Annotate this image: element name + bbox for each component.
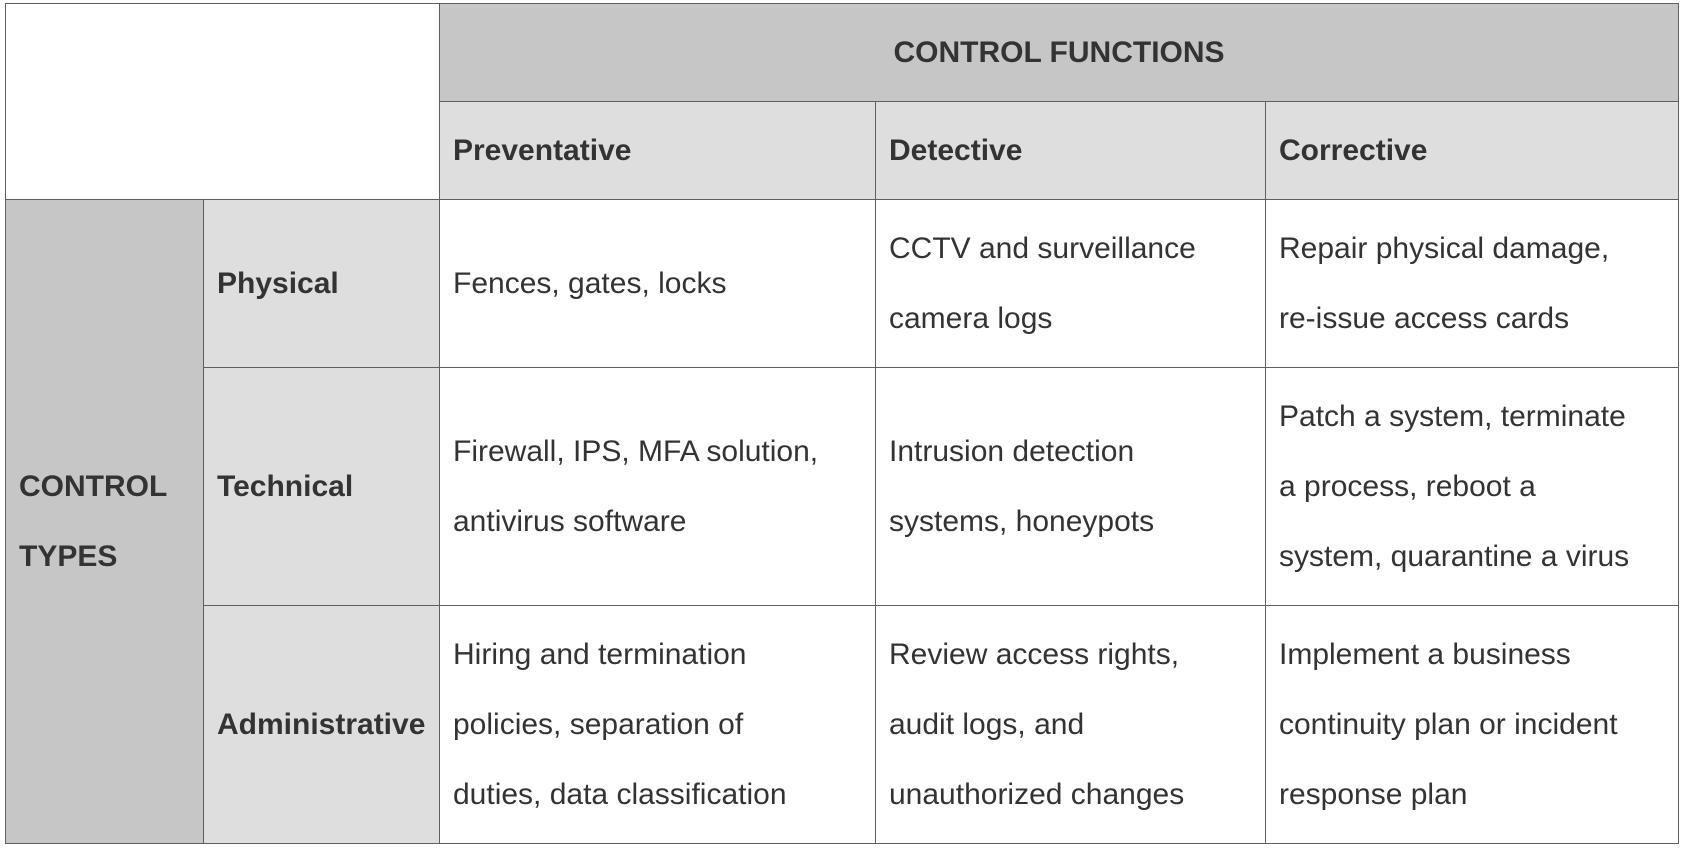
cell-technical-detective	[876, 368, 1266, 606]
control-types-header	[6, 200, 204, 844]
cell-administrative-preventative	[440, 606, 876, 844]
cell-physical-preventative	[440, 200, 876, 368]
table-row-physical	[6, 200, 1679, 368]
cell-text-line: Intrusion detection	[889, 434, 1135, 468]
cell-text-line: camera logs	[889, 301, 1053, 335]
cell-text-line: a process, reboot a	[1279, 469, 1536, 503]
cell-text-line: audit logs, and	[889, 707, 1085, 741]
column-header-corrective: Corrective	[1266, 102, 1679, 200]
cell-text-line: duties, data classification	[453, 777, 787, 811]
cell-administrative-detective	[876, 606, 1266, 844]
cell-text-line: policies, separation of	[453, 707, 744, 741]
cell-text-line: Repair physical damage,	[1279, 231, 1610, 265]
control-functions-header: CONTROL FUNCTIONS	[440, 4, 1679, 102]
cell-text-line: systems, honeypots	[889, 504, 1155, 538]
cell-text-line: continuity plan or incident	[1279, 707, 1618, 741]
cell-technical-corrective	[1266, 368, 1679, 606]
cell-text-line: CCTV and surveillance	[889, 231, 1196, 265]
cell-text-line: response plan	[1279, 777, 1468, 811]
row-header-administrative: Administrative	[204, 606, 440, 844]
cell-text-line: unauthorized changes	[889, 777, 1185, 811]
cell-text-line: Review access rights,	[889, 637, 1180, 671]
blank-corner-cell	[6, 4, 440, 200]
row-header-technical: Technical	[204, 368, 440, 606]
control-types-label-line1: CONTROL	[19, 469, 168, 503]
cell-text-line: Fences, gates, locks	[453, 266, 727, 300]
cell-text-line: Implement a business	[1279, 637, 1571, 671]
cell-technical-preventative	[440, 368, 876, 606]
cell-administrative-corrective	[1266, 606, 1679, 844]
cell-text-line: antivirus software	[453, 504, 687, 538]
column-header-detective: Detective	[876, 102, 1266, 200]
control-matrix-table	[5, 3, 1679, 844]
row-header-physical: Physical	[204, 200, 440, 368]
header-row-functions	[6, 4, 1679, 102]
cell-physical-detective	[876, 200, 1266, 368]
column-header-preventative: Preventative	[440, 102, 876, 200]
cell-text-line: Patch a system, terminate	[1279, 399, 1626, 433]
table-row-technical	[6, 368, 1679, 606]
cell-text-line: Hiring and termination	[453, 637, 747, 671]
control-types-label-line2: TYPES	[19, 539, 118, 573]
cell-text-line: system, quarantine a virus	[1279, 539, 1630, 573]
cell-text-line: Firewall, IPS, MFA solution,	[453, 434, 819, 468]
cell-text-line: re-issue access cards	[1279, 301, 1570, 335]
table-row-administrative	[6, 606, 1679, 844]
cell-physical-corrective	[1266, 200, 1679, 368]
